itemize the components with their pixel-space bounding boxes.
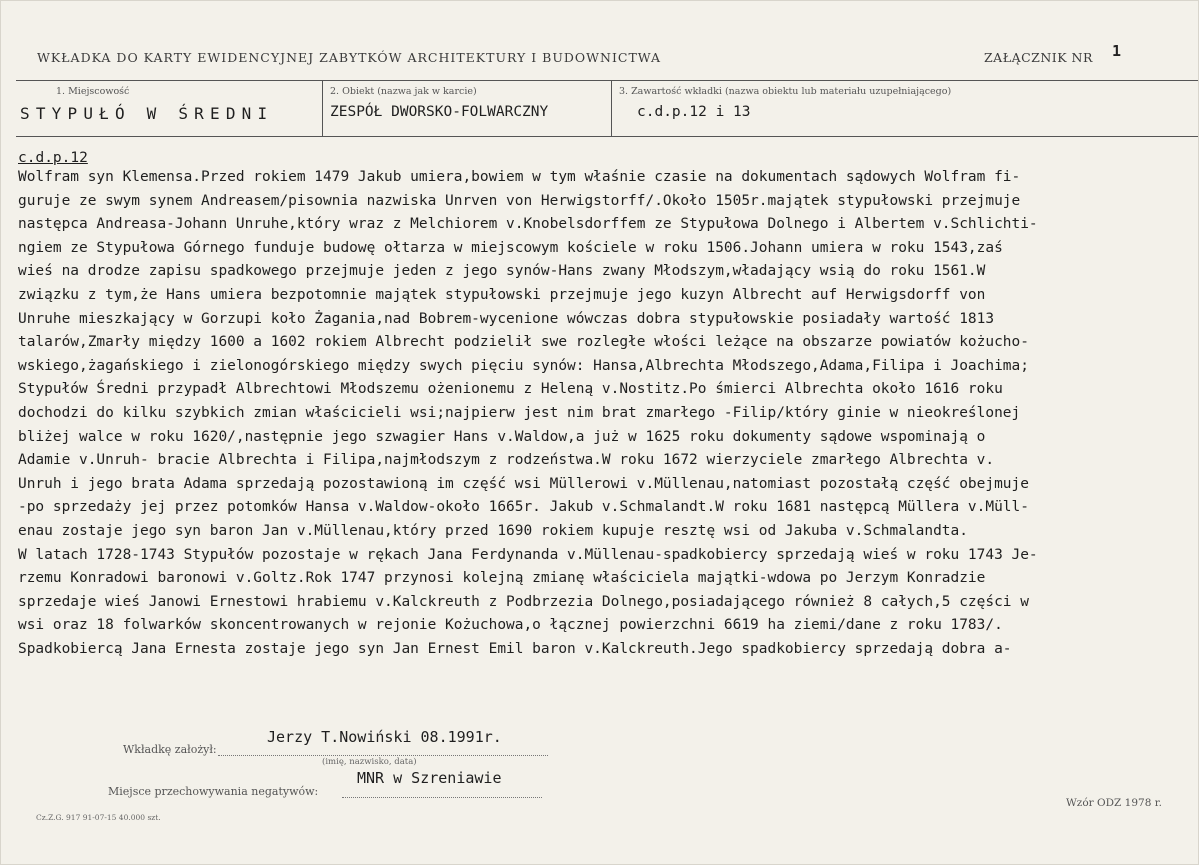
typed-body-text xyxy=(18,166,1198,661)
text-line: Spadkobiercą Jana Ernesta zostaje jego syn Jan Ernest Emil baron v.Kalckreuth.Jego spadkobiercy sprzedają dobra a- xyxy=(18,640,1012,657)
text-line: związku z tym,że Hans umiera bezpotomnie majątek stypułowski przejmuje jego kuzyn Albrecht auf Herwigsdorff von xyxy=(18,286,986,303)
print-code: Cz.Z.G. 917 91-07-15 40.000 szt. xyxy=(36,813,161,822)
text-line: wieś na drodze zapisu spadkowego przejmuje jeden z jego synów-Hans zwany Młodszym,władający wsią do roku 1561.W xyxy=(18,263,986,280)
text-line: rzemu Konradowi baronowi v.Goltz.Rok 1747 przynosi kolejną zmianę właściciela majątki-wdowa po Jerzym Konradzie xyxy=(18,570,986,587)
text-line: wsi oraz 18 folwarków skoncentrowanych w rejonie Kożuchowa,o łącznej powierzchni 6619 ha ziemi/dane z roku 1783/. xyxy=(18,617,1003,634)
negatives-storage-value: MNR w Szreniawie xyxy=(357,769,502,787)
text-line: Stypułów Średni przypadł Albrechtowi Młodszemu ożenionemu z Heleną v.Nostitz.Po śmierci Albrechta około 1616 roku xyxy=(18,381,1003,398)
annex-number: 1 xyxy=(1112,42,1122,60)
text-line: Unruhe mieszkający w Gorzupi koło Żagania,nad Bobrem-wycenione wówczas dobra stypułowskie posiadały wartość 1813 xyxy=(18,310,995,327)
text-line: talarów,Zmarły między 1600 a 1602 rokiem Albrecht podzielił swe rozległe włości leżące na obszarze powiatów kożucho- xyxy=(18,334,1029,351)
founded-by-dotline xyxy=(218,755,548,756)
form-title: WKŁADKA DO KARTY EWIDENCYJNEJ ZABYTKÓW ARCHITEKTURY I BUDOWNICTWA xyxy=(37,50,662,65)
locality-label: 1. Miejscowość xyxy=(56,86,130,97)
text-line: Unruh i jego brata Adama sprzedają pozostawioną im część wsi Müllerowi v.Müllenau,natomiast pozostałą część obejmuje xyxy=(18,475,1029,492)
text-line: następca Andreasa-Johann Unruhe,który wraz z Melchiorem v.Knobelsdorffem ze Stypułowa Dolnego i Albertem v.Schlichti- xyxy=(18,216,1038,233)
annex-label: ZAŁĄCZNIK NR xyxy=(984,50,1093,65)
locality-value: STYPUŁÓ W ŚREDNI xyxy=(20,104,274,123)
contents-value: c.d.p.12 i 13 xyxy=(637,104,751,120)
text-line: Wolfram syn Klemensa.Przed rokiem 1479 Jakub umiera,bowiem w tym właśnie czasie na dokumentach sądowych Wolfram fi- xyxy=(18,169,1021,185)
header-bottom-rule xyxy=(16,136,1198,137)
section-heading: c.d.p.12 xyxy=(18,150,88,166)
contents-label: 3. Zawartość wkładki (nazwa obiektu lub materiału uzupełniającego) xyxy=(619,86,952,97)
text-line: sprzedaje wieś Janowi Ernestowi hrabiemu v.Kalckreuth z Podbrzezia Dolnego,posiadającego również 8 całych,5 części w xyxy=(18,593,1029,610)
founded-by-hint: (imię, nazwisko, data) xyxy=(322,757,417,767)
object-value: ZESPÓŁ DWORSKO-FOLWARCZNY xyxy=(330,104,549,120)
text-line: -po sprzedaży jej przez potomków Hansa v.Waldow-około 1665r. Jakub v.Schmalandt.W roku 1681 następcą Müllera v.Müll- xyxy=(18,499,1029,516)
text-line: ngiem ze Stypułowa Górnego funduje budowę ołtarza w miejscowym kościele w roku 1506.Johann umiera w roku 1543,zaś xyxy=(18,239,1003,256)
text-line: W latach 1728-1743 Stypułów pozostaje w rękach Jana Ferdynanda v.Müllenau-spadkobiercy sprzedają wieś w roku 1743 Je- xyxy=(18,546,1038,563)
field-divider-1 xyxy=(322,80,323,136)
founded-by-value: Jerzy T.Nowiński 08.1991r. xyxy=(267,728,502,746)
negatives-storage-label: Miejsce przechowywania negatywów: xyxy=(108,785,319,798)
header-top-rule xyxy=(16,80,1198,81)
text-line: guruje ze swym synem Andreasem/pisownia nazwiska Unrven von Herwigstorff/.Około 1505r.majątek stypułowski przejmuje xyxy=(18,192,1021,209)
text-line: wskiego,żagańskiego i zielonogórskiego między swych pięciu synów: Hansa,Albrechta Młodszego,Adama,Filipa i Joachima; xyxy=(18,357,1029,374)
text-line: dochodzi do kilku szybkich zmian właścicieli wsi;najpierw jest nim brat zmarłego -Filip/który ginie w nieokreślonej xyxy=(18,404,1021,421)
form-id: Wzór ODZ 1978 r. xyxy=(1066,797,1162,809)
field-divider-2 xyxy=(611,80,612,136)
text-line: bliżej walce w roku 1620/,następnie jego szwagier Hans v.Waldow,a już w 1625 roku dokumenty sądowe wspominają o xyxy=(18,428,986,445)
object-label: 2. Obiekt (nazwa jak w karcie) xyxy=(330,86,477,97)
text-line: Adamie v.Unruh- bracie Albrechta i Filipa,najmłodszym z rodzeństwa.W roku 1672 wierzyciele zmarłego Albrechta v. xyxy=(18,452,995,469)
negatives-storage-dotline xyxy=(342,797,542,798)
founded-by-label: Wkładkę założył: xyxy=(123,743,217,756)
text-line: enau zostaje jego syn baron Jan v.Müllenau,który przed 1690 rokiem kupuje resztę wsi od Jakuba v.Schmalandta. xyxy=(18,522,968,539)
